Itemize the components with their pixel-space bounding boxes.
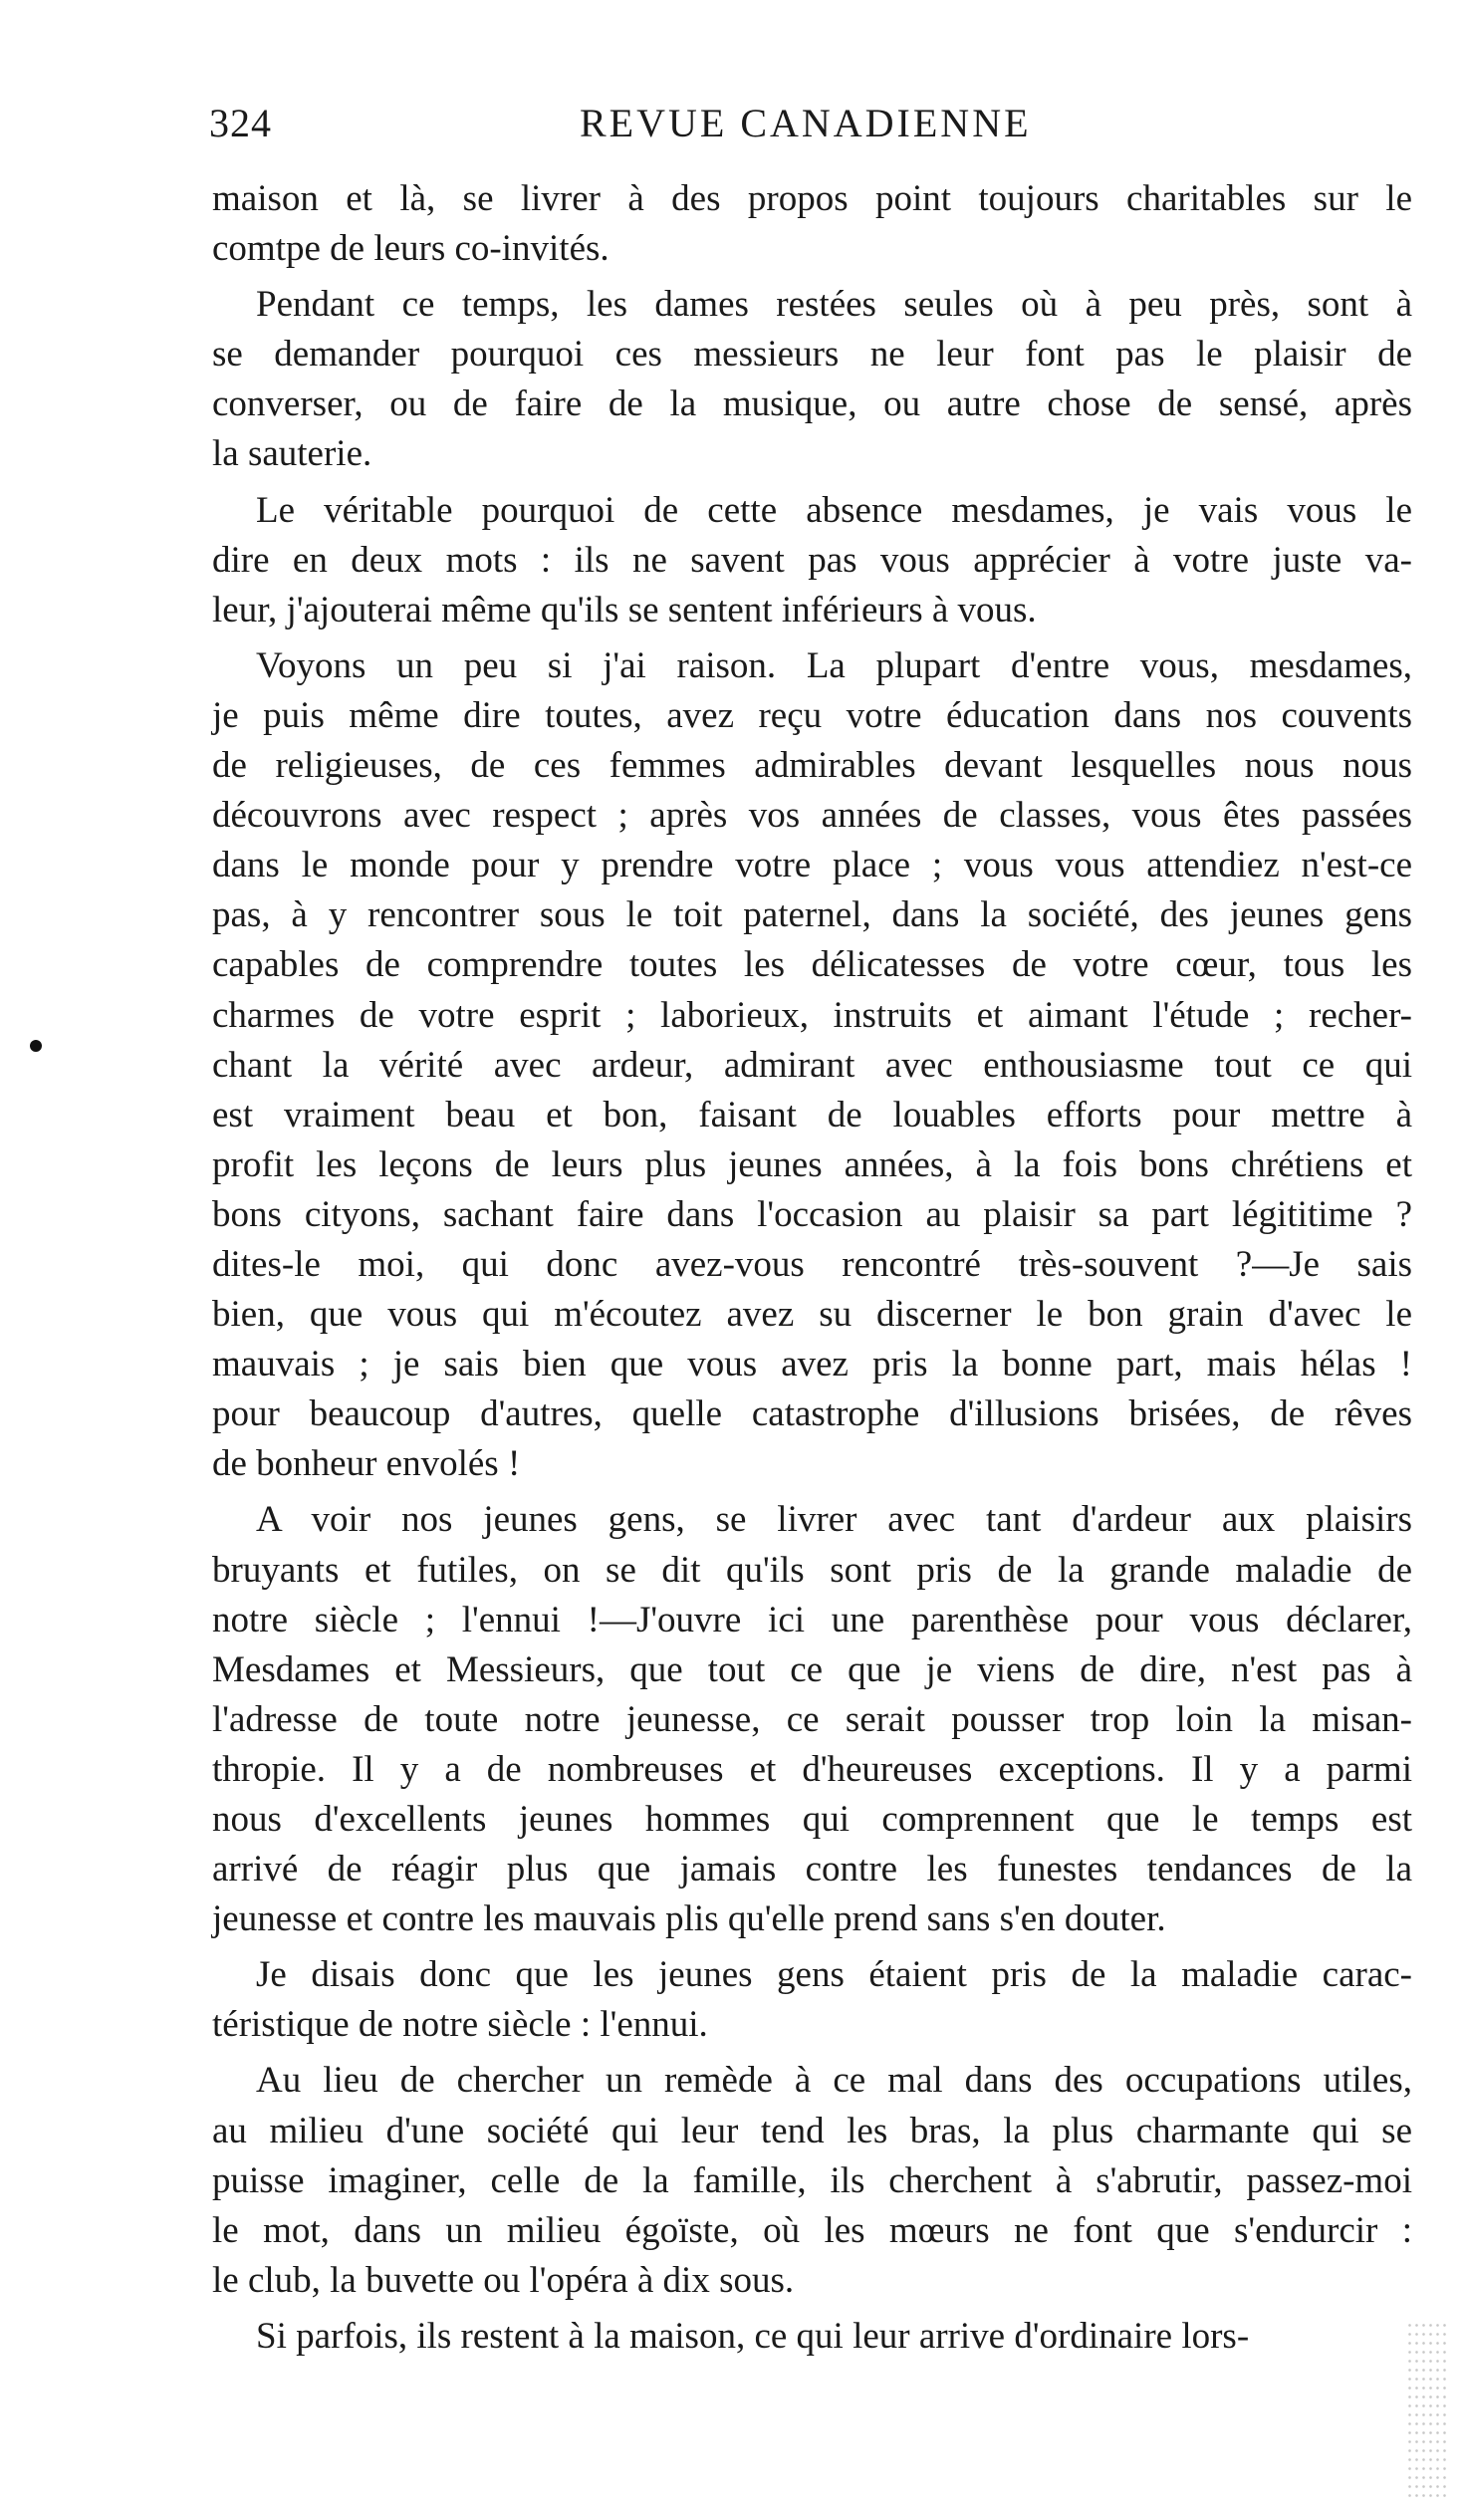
page-number: 324 (209, 101, 272, 145)
text-line: se demander pourquoi ces messieurs ne leur font pas le plaisir de (212, 334, 1412, 376)
text-line: Si parfois, ils restent à la maison, ce qui leur arrive d'ordinaire lors- (256, 2315, 1250, 2357)
text-line: comtpe de leurs co-invités. (212, 228, 610, 270)
text-line: Au lieu de chercher un remède à ce mal dans des occupations utiles, (256, 2060, 1412, 2102)
running-title: REVUE CANADIENNE (580, 101, 1032, 145)
text-line: leur, j'ajouterai même qu'ils se sentent inférieurs à vous. (212, 589, 1037, 630)
text-line: profit les leçons de leurs plus jeunes années, à la fois bons chrétiens et (212, 1143, 1412, 1185)
text-line: converser, ou de faire de la musique, ou autre chose de sensé, après (212, 383, 1412, 425)
text-line: charmes de votre esprit ; laborieux, instruits et aimant l'étude ; recher- (212, 994, 1412, 1036)
text-line: capables de comprendre toutes les délicatesses de votre cœur, tous les (212, 944, 1412, 986)
text-line: Pendant ce temps, les dames restées seules où à peu près, sont à (256, 284, 1412, 326)
text-line: au milieu d'une société qui leur tend les bras, la plus charmante qui se (212, 2110, 1412, 2151)
text-line: A voir nos jeunes gens, se livrer avec tant d'ardeur aux plaisirs (256, 1499, 1412, 1541)
text-line: de bonheur envolés ! (212, 1443, 521, 1485)
body-text (212, 174, 1412, 2362)
paragraph (212, 641, 1412, 1490)
paragraph (212, 1495, 1412, 1944)
text-line: Je disais donc que les jeunes gens étaient pris de la maladie carac- (256, 1954, 1412, 1996)
text-line: notre siècle ; l'ennui !—J'ouvre ici une parenthèse pour vous déclarer, (212, 1599, 1412, 1640)
text-line: est vraiment beau et bon, faisant de louables efforts pour mettre à (212, 1094, 1412, 1135)
text-line: le club, la buvette ou l'opéra à dix sous. (212, 2259, 795, 2301)
margin-ink-dot (30, 1040, 42, 1052)
page-edge-specks (1406, 2321, 1446, 2500)
text-line: bons cityons, sachant faire dans l'occasion au plaisir sa part légititime ? (212, 1193, 1412, 1235)
text-line: maison et là, se livrer à des propos point toujours charitables sur le (212, 178, 1412, 219)
text-line: dans le monde pour y prendre votre place ; vous vous attendiez n'est-ce (212, 845, 1412, 886)
text-line: téristique de notre siècle : l'ennui. (212, 2004, 708, 2046)
text-line: découvrons avec respect ; après vos années de classes, vous êtes passées (212, 795, 1412, 837)
text-line: pour beaucoup d'autres, quelle catastrophe d'illusions brisées, de rêves (212, 1393, 1412, 1435)
paragraph (212, 2056, 1412, 2305)
text-line: je puis même dire toutes, avez reçu votre éducation dans nos couvents (212, 694, 1412, 736)
text-line: Voyons un peu si j'ai raison. La plupart d'entre vous, mesdames, (256, 644, 1412, 686)
running-head (209, 96, 1404, 151)
paragraph (212, 1950, 1412, 2050)
paragraph (212, 2312, 1412, 2362)
paragraph (212, 486, 1412, 635)
text-line: arrivé de réagir plus que jamais contre les funestes tendances de la (212, 1849, 1412, 1890)
text-line: la sauterie. (212, 433, 372, 475)
text-line: de religieuses, de ces femmes admirables devant lesquelles nous nous (212, 745, 1412, 787)
paragraph (212, 280, 1412, 479)
text-line: dire en deux mots : ils ne savent pas vous apprécier à votre juste va- (212, 539, 1412, 581)
text-line: thropie. Il y a de nombreuses et d'heureuses exceptions. Il y a parmi (212, 1748, 1412, 1790)
text-line: mauvais ; je sais bien que vous avez pris la bonne part, mais hélas ! (212, 1344, 1412, 1386)
text-line: bien, que vous qui m'écoutez avez su discerner le bon grain d'avec le (212, 1294, 1412, 1336)
text-line: pas, à y rencontrer sous le toit paternel, dans la société, des jeunes gens (212, 894, 1412, 936)
text-line: l'adresse de toute notre jeunesse, ce serait pousser trop loin la misan- (212, 1698, 1412, 1740)
text-line: Mesdames et Messieurs, que tout ce que je viens de dire, n'est pas à (212, 1648, 1412, 1690)
text-line: Le véritable pourquoi de cette absence mesdames, je vais vous le (256, 489, 1412, 531)
text-line: bruyants et futiles, on se dit qu'ils sont pris de la grande maladie de (212, 1549, 1412, 1591)
text-line: puisse imaginer, celle de la famille, ils cherchent à s'abrutir, passez-moi (212, 2159, 1412, 2201)
text-line: dites-le moi, qui donc avez-vous rencontré très-souvent ?—Je sais (212, 1243, 1412, 1285)
text-line: jeunesse et contre les mauvais plis qu'elle prend sans s'en douter. (212, 1898, 1166, 1940)
text-line: chant la vérité avec ardeur, admirant avec enthousiasme tout ce qui (212, 1044, 1412, 1086)
text-line: nous d'excellents jeunes hommes qui comprennent que le temps est (212, 1799, 1412, 1840)
text-line: le mot, dans un milieu égoïste, où les mœurs ne font que s'endurcir : (212, 2209, 1412, 2251)
paragraph (212, 174, 1412, 274)
